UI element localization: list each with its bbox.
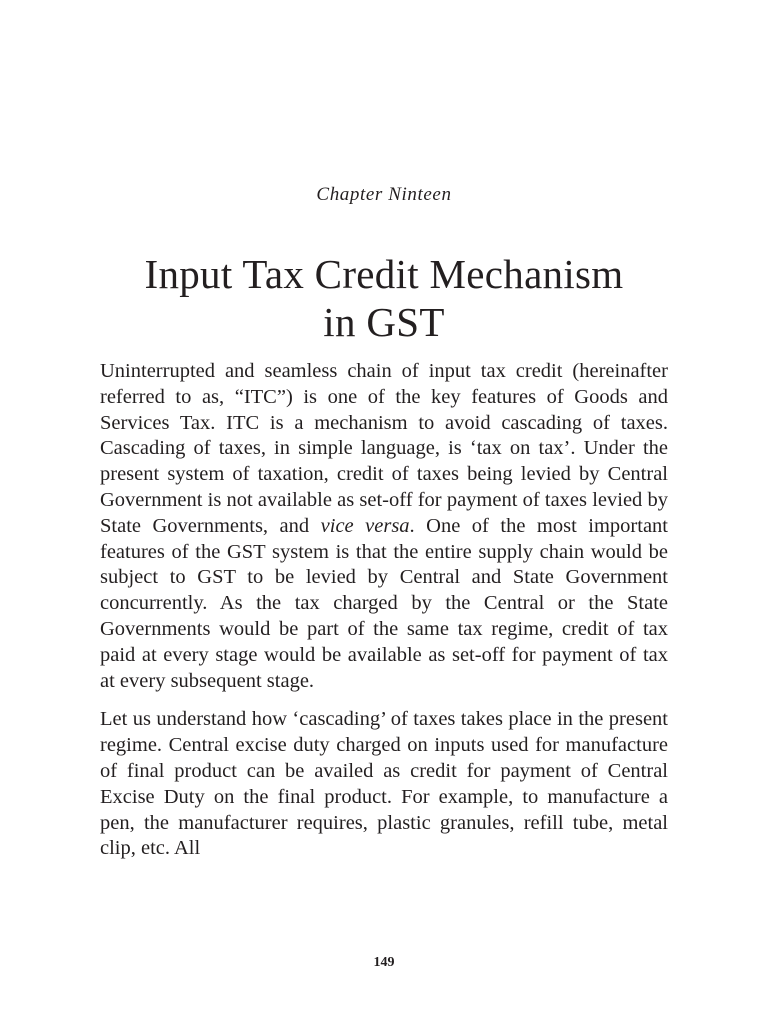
chapter-label: Chapter Ninteen: [316, 184, 452, 205]
chapter-title-line-2: in GST: [323, 299, 445, 345]
paragraph-2: Let us understand how ‘cascading’ of taxes takes place in the present regime. Central excise duty charged on inputs used for manufacture of final product can be availed as credit for payment of Central Excise Duty on the final product. For example, to manufacture a pen, the manufacturer requires, plastic granules, refill tube, metal clip, etc. All: [100, 708, 668, 860]
body-text: [100, 359, 668, 862]
paragraph-1-text-b: . One of the most important features of the GST system is that the entire supply chain would be subject to GST to be levied by Central and State Government concurrently. As the tax charged by the Central or the State Governments would be part of the same tax regime, credit of tax paid at every stage would be available as set-off for payment of tax at every subsequent stage.: [100, 514, 668, 692]
paragraph-1-text-a: Uninterrupted and seamless chain of input tax credit (hereinafter referred to as, “ITC”) is one of the key features of Goods and Services Tax. ITC is a mechanism to avoid cascading of taxes. Cascading of taxes, in simple language, is ‘tax on tax’. Under the present system of taxation, credit of taxes being levied by Central Government is not available as set-off for payment of taxes levied by State Governments, and: [100, 360, 668, 537]
paragraph-1: [100, 359, 668, 694]
chapter-title-line-1: Input Tax Credit Mechanism: [144, 251, 624, 297]
paragraph-1-italic: vice versa: [320, 514, 410, 537]
chapter-title: [60, 250, 708, 346]
page-number: 149: [373, 955, 395, 970]
